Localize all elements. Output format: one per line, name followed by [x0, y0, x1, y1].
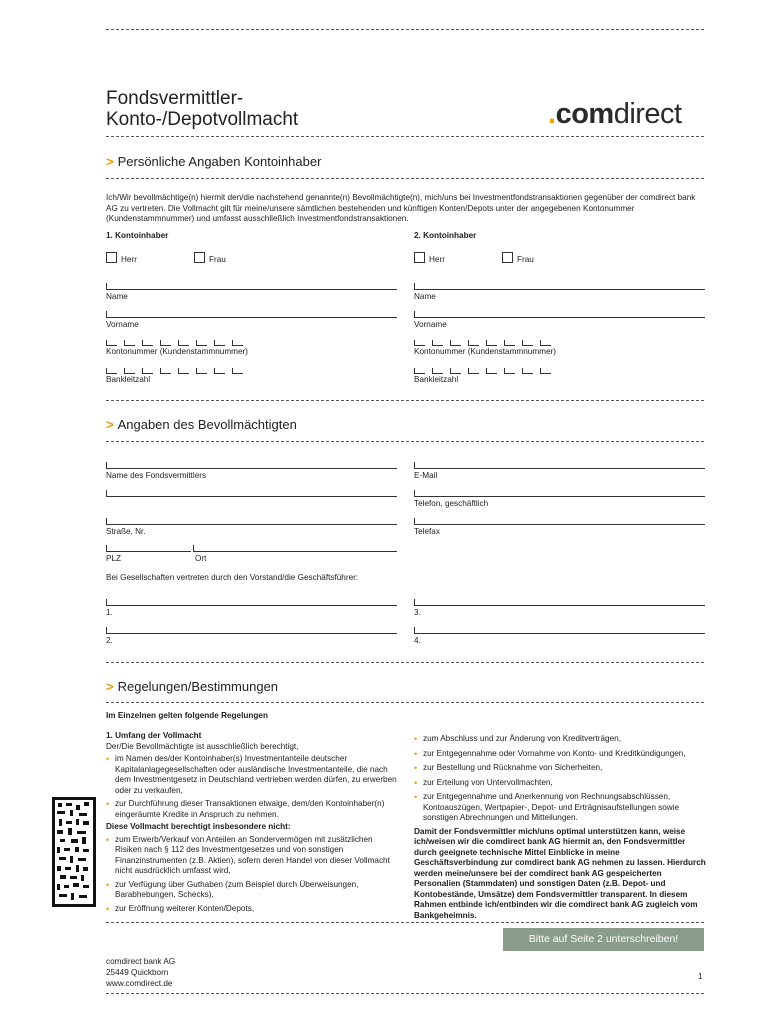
regelungen-subheading: Im Einzelnen gelten folgende Regelungen — [106, 711, 268, 720]
umfang-heading: 1. Umfang der Vollmacht — [106, 731, 202, 740]
address-line-2: 25449 Quickborn — [106, 968, 169, 977]
divider — [106, 662, 704, 663]
herr-checkbox-2[interactable] — [414, 252, 425, 263]
fondsvermittler-name-field[interactable] — [106, 462, 397, 469]
name-field-2[interactable] — [414, 283, 705, 290]
strasse-label: Straße, Nr. — [106, 527, 146, 536]
bankleitzahl-label: Bankleitzahl — [414, 375, 459, 384]
list-item: • zum Erwerb/Verkauf von Anteilen an Sondervermögen mit zusätzlichen Risiken nach § 112 des Investmentgesetzes und von sonstigen Finanzinstrumenten (z.B. Aktien), sofern deren Handel von dieser Vollmacht nicht ausdrücklich umfasst wird, — [106, 835, 398, 877]
list-item: • zur Bestellung und Rücknahme von Sicherheiten, — [414, 763, 706, 774]
list-item: • zur Durchführung dieser Transaktionen etwaige, dem/den Kontoinhaber(n) eingeräumte Kredite in Anspruch zu nehmen. — [106, 799, 398, 820]
qr-code-icon — [52, 797, 96, 907]
kontonummer-label: Kontonummer (Kundenstammnummer) — [106, 347, 248, 356]
divider — [106, 922, 704, 923]
email-label: E-Mail — [414, 471, 438, 480]
email-field[interactable] — [414, 462, 705, 469]
section-heading-bevollmaechtigter: > Angaben des Bevollmächtigten — [106, 417, 297, 432]
list-item: • zum Abschluss und zur Änderung von Kreditverträgen, — [414, 734, 706, 745]
telefon-field[interactable] — [414, 490, 705, 497]
divider — [106, 702, 704, 703]
address-line-3: www.comdirect.de — [106, 979, 173, 988]
vorname-label: Vorname — [414, 320, 447, 329]
plz-label: PLZ — [106, 554, 122, 563]
herr-label: Herr — [121, 255, 137, 264]
section-heading-kontoinhaber: > Persönliche Angaben Kontoinhaber — [106, 154, 322, 169]
divider — [106, 441, 704, 442]
name-field-1[interactable] — [106, 283, 397, 290]
comdirect-logo: .comdirect — [548, 98, 682, 130]
list-item: • zur Eröffnung weiterer Konten/Depots, — [106, 904, 398, 915]
list-item: • zur Entgegennahme oder Vornahme von Konto- und Kreditkündigungen, — [414, 749, 706, 760]
frau-checkbox-1[interactable] — [194, 252, 205, 263]
form-title — [106, 88, 298, 130]
vertreter-1-field[interactable] — [106, 599, 397, 606]
herr-label: Herr — [429, 255, 445, 264]
frau-label: Frau — [209, 255, 226, 264]
regelungen-right-column — [414, 734, 706, 921]
address-extra-field[interactable] — [106, 490, 397, 497]
fondsvermittler-name-label: Name des Fondsvermittlers — [106, 471, 207, 480]
chevron-right-icon: > — [106, 154, 114, 169]
section-heading-regelungen: > Regelungen/Bestimmungen — [106, 679, 279, 694]
divider — [106, 178, 704, 179]
vertreter-4-field[interactable] — [414, 627, 705, 634]
einblick-paragraph: Damit der Fondsvermittler mich/uns optimal unterstützen kann, weise ich/weisen wir die comdirect bank AG hiermit an, den Fondsvermittler durch geeignete technische Mittel Einblicke in meine Geschäftsverbindung zur comdirect bank AG nehmen zu lassen. Hierdurch werden meine/unsere bei der comdirect bank AG gespeicherten Personalien (Stammdaten) und sonstigen Daten (z.B. Depot- und Kontobestände, Umsätze) dem Fondsvermittler transparent. In diesem Rahmen entbinde ich/entbinden wir die comdirect bank AG zugleich vom Bankgeheimnis. — [414, 826, 706, 920]
telefax-label: Telefax — [414, 527, 440, 536]
frau-label: Frau — [517, 255, 534, 264]
divider — [106, 400, 704, 401]
title-line-2: Konto-/Depotvollmacht — [106, 109, 299, 130]
strasse-field[interactable] — [106, 518, 397, 525]
kontonummer-label: Kontonummer (Kundenstammnummer) — [414, 347, 556, 356]
vorname-field-1[interactable] — [106, 311, 397, 318]
chevron-right-icon: > — [106, 679, 114, 694]
address-line-1: comdirect bank AG — [106, 957, 176, 966]
ort-field[interactable] — [193, 545, 397, 552]
vertreter-3-field[interactable] — [414, 599, 705, 606]
bankleitzahl-label: Bankleitzahl — [106, 375, 151, 384]
vertreter-3-label: 3. — [414, 608, 421, 617]
divider — [106, 136, 704, 137]
telefon-label: Telefon, geschäftlich — [414, 499, 489, 508]
ort-label: Ort — [195, 554, 207, 563]
list-item: • zur Erteilung von Untervollmachten, — [414, 778, 706, 789]
nicht-heading: Diese Vollmacht berechtigt insbesondere nicht: — [106, 822, 291, 831]
vorname-field-2[interactable] — [414, 311, 705, 318]
name-label: Name — [414, 292, 436, 301]
divider — [106, 29, 704, 30]
list-item: • zur Verfügung über Guthaben (zum Beispiel durch Überweisungen, Barabhebungen, Schecks), — [106, 880, 398, 901]
divider — [106, 993, 704, 994]
herr-checkbox-1[interactable] — [106, 252, 117, 263]
page-number: 1 — [698, 972, 703, 981]
footer-address — [106, 956, 175, 989]
list-item: • zur Entgegennahme und Anerkennung von Rechnungsabschlüssen, Kontoauszügen, Wertpapier-, Depot- und Erträgnisaufstellungen sowie sonstigen Abrechnungen und Mitteilungen. — [414, 792, 706, 824]
holder-2-heading: 2. Kontoinhaber — [414, 231, 477, 240]
chevron-right-icon: > — [106, 417, 114, 432]
holder-1-heading: 1. Kontoinhaber — [106, 231, 169, 240]
name-label: Name — [106, 292, 128, 301]
vertreter-1-label: 1. — [106, 608, 113, 617]
vertreter-2-label: 2. — [106, 636, 113, 645]
telefax-field[interactable] — [414, 518, 705, 525]
frau-checkbox-2[interactable] — [502, 252, 513, 263]
intro-text: Ich/Wir bevollmächtige(n) hiermit den/die nachstehend genannte(n) Bevollmächtigte(n), mich/uns bei Investmentfondstransaktionen gegenüber der comdirect bank AG zu vertreten. Die Vollmacht gilt für meine/unsere sämtlichen bestehenden und künftigen Konten/Depots unter der angegebenen Kontonummer (Kundenstammnummer) und umfasst ausschließlich Investmentfondstransaktionen. — [106, 193, 696, 223]
sign-page-2-button[interactable]: Bitte auf Seite 2 unterschreiben! — [503, 928, 704, 951]
plz-field[interactable] — [106, 545, 191, 552]
title-line-1: Fondsvermittler- — [106, 88, 244, 109]
logo-suffix: direct — [613, 98, 682, 130]
gesellschaften-text: Bei Gesellschaften vertreten durch den Vorstand/die Geschäftsführer: — [106, 573, 359, 582]
vertreter-2-field[interactable] — [106, 627, 397, 634]
list-item: • im Namen des/der Kontoinhaber(s) Investmentanteile deutscher Kapitalanlagegesellschaften oder ausländische Investmentanteile, die nach dem Investmentgesetz in Deutschland vertrieben werden dürfen, zu erwerben oder zu verkaufen, — [106, 754, 398, 796]
berechtigt-text: Der/Die Bevollmächtigte ist ausschließlich berechtigt, — [106, 741, 299, 751]
logo-prefix: com — [555, 98, 614, 130]
vertreter-4-label: 4. — [414, 636, 421, 645]
vorname-label: Vorname — [106, 320, 139, 329]
regelungen-left-column — [106, 731, 398, 914]
